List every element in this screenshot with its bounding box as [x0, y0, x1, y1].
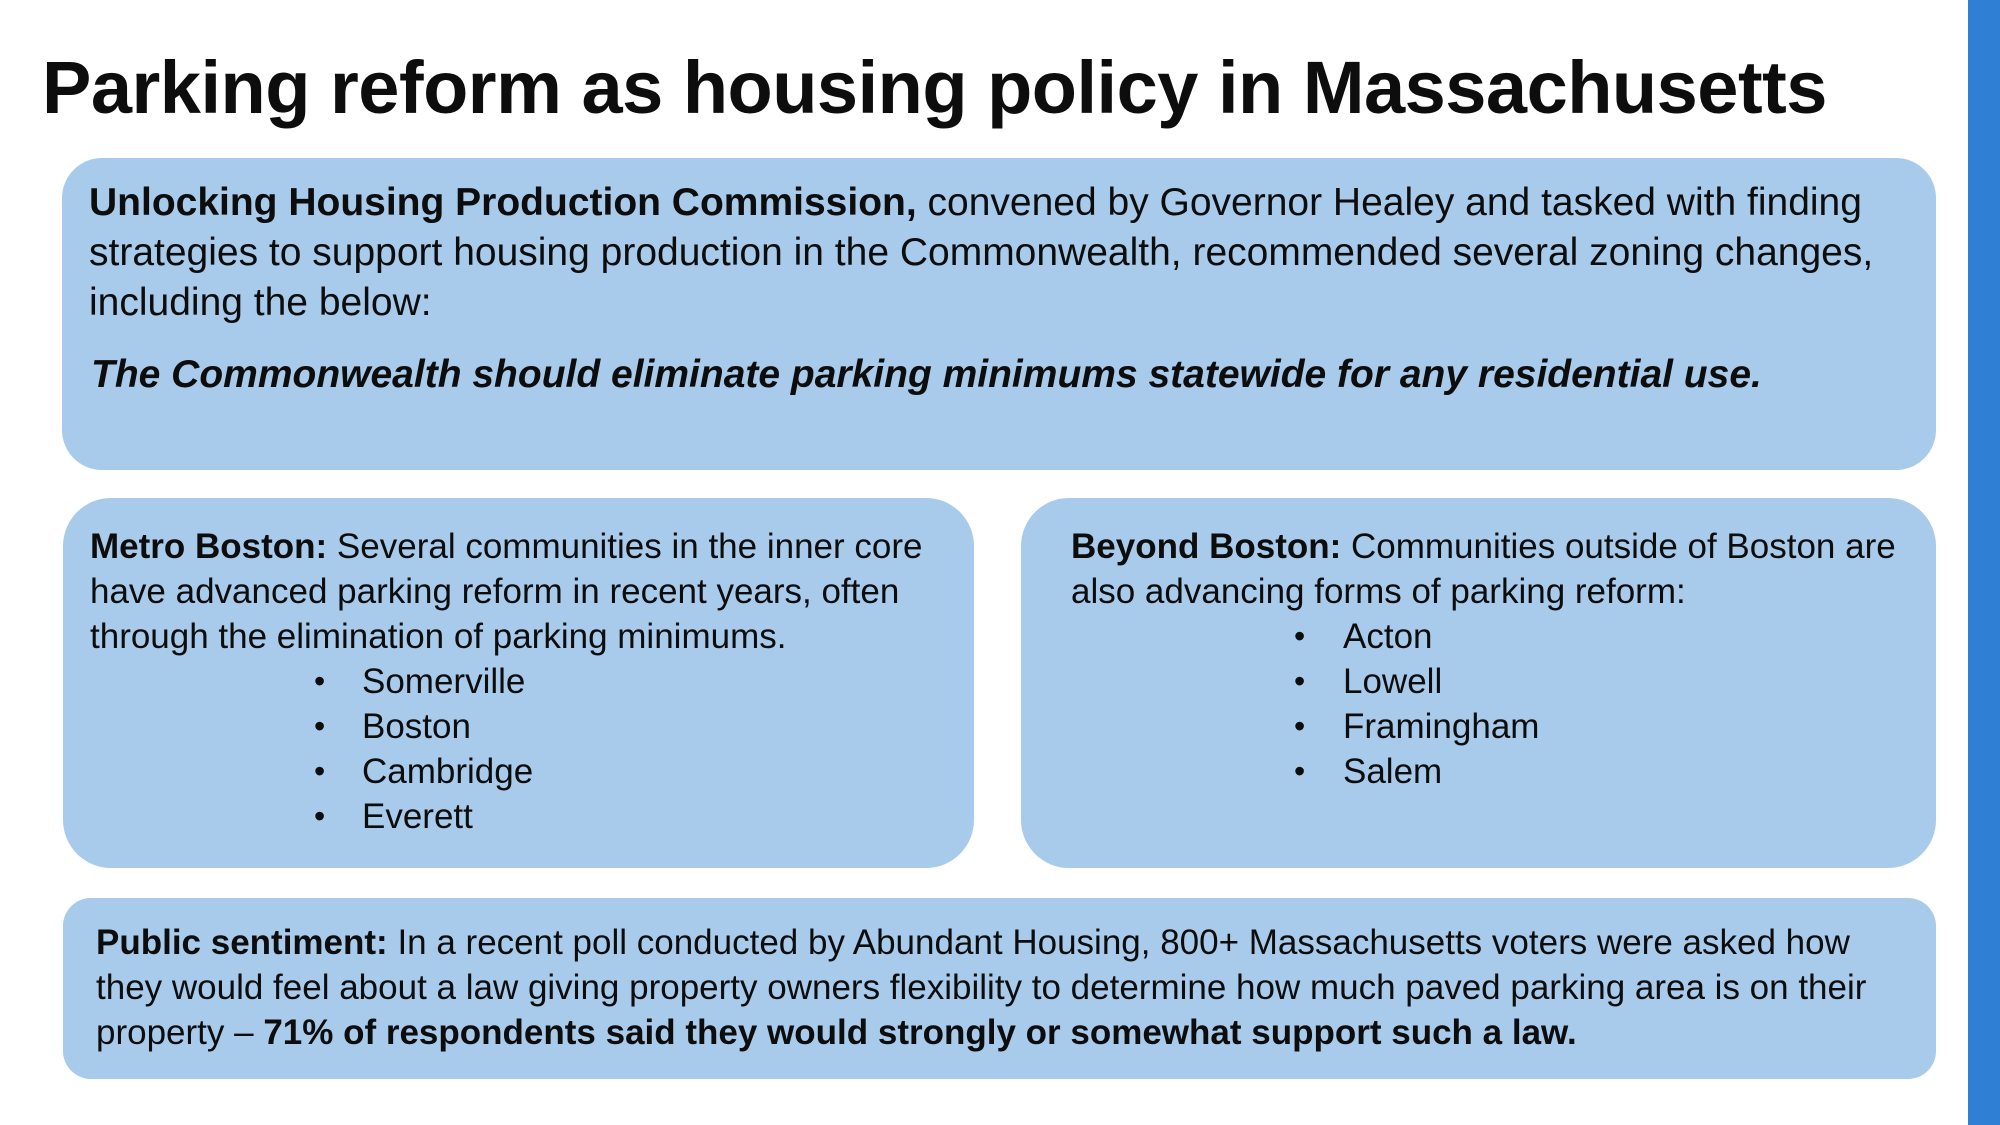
beyond-boston-box	[1021, 498, 1936, 868]
public-sentiment-highlight: 71% of respondents said they would strongly or somewhat support such a law.	[263, 1013, 1577, 1052]
commission-text	[89, 178, 1908, 328]
public-sentiment-box	[63, 898, 1936, 1079]
beyond-boston-text	[1071, 524, 1910, 614]
city-name: Framingham	[1343, 707, 1540, 746]
commission-body: convened by Governor Healey and tasked with finding strategies to support housing production in the Commonwealth, recommended several zoning changes, including the below:	[89, 181, 1874, 324]
list-item	[1071, 704, 1910, 749]
metro-boston-city-list	[90, 659, 948, 839]
city-name: Lowell	[1343, 662, 1443, 701]
bullet-icon: •	[314, 708, 326, 744]
page-title: Parking reform as housing policy in Massachusetts	[42, 46, 1827, 129]
commission-box	[62, 158, 1936, 470]
commission-lead: Unlocking Housing Production Commission,	[89, 181, 917, 224]
city-name: Somerville	[362, 662, 526, 701]
beyond-boston-lead: Beyond Boston:	[1071, 527, 1342, 566]
list-item	[90, 704, 948, 749]
city-name: Acton	[1343, 617, 1433, 656]
public-sentiment-lead: Public sentiment:	[96, 923, 388, 962]
bullet-icon: •	[1294, 663, 1306, 699]
city-name: Boston	[362, 707, 471, 746]
bullet-icon: •	[314, 753, 326, 789]
list-item	[1071, 614, 1910, 659]
beyond-boston-city-list	[1071, 614, 1910, 794]
bullet-icon: •	[1294, 753, 1306, 789]
list-item	[90, 794, 948, 839]
bullet-icon: •	[314, 663, 326, 699]
public-sentiment-body: In a recent poll conducted by Abundant Housing, 800+ Massachusetts voters were asked how they would feel about a law giving property owners flexibility to determine how much paved parking area is on their property –	[96, 923, 1867, 1052]
bullet-icon: •	[1294, 708, 1306, 744]
city-name: Salem	[1343, 752, 1443, 791]
commission-quote: The Commonwealth should eliminate parking minimums statewide for any residential use.	[91, 353, 1762, 396]
metro-boston-lead: Metro Boston:	[90, 527, 328, 566]
list-item	[90, 749, 948, 794]
metro-boston-text	[90, 524, 948, 659]
list-item	[90, 659, 948, 704]
bullet-icon: •	[1294, 618, 1306, 654]
beyond-boston-body: Communities outside of Boston are also advancing forms of parking reform:	[1071, 527, 1896, 611]
bullet-icon: •	[314, 798, 326, 834]
metro-boston-box	[63, 498, 974, 868]
list-item	[1071, 749, 1910, 794]
accent-bar	[1968, 0, 2000, 1125]
list-item	[1071, 659, 1910, 704]
city-name: Cambridge	[362, 752, 534, 791]
public-sentiment-text	[96, 920, 1910, 1055]
metro-boston-body: Several communities in the inner core have advanced parking reform in recent years, often through the elimination of parking minimums.	[90, 527, 923, 656]
city-name: Everett	[362, 797, 473, 836]
